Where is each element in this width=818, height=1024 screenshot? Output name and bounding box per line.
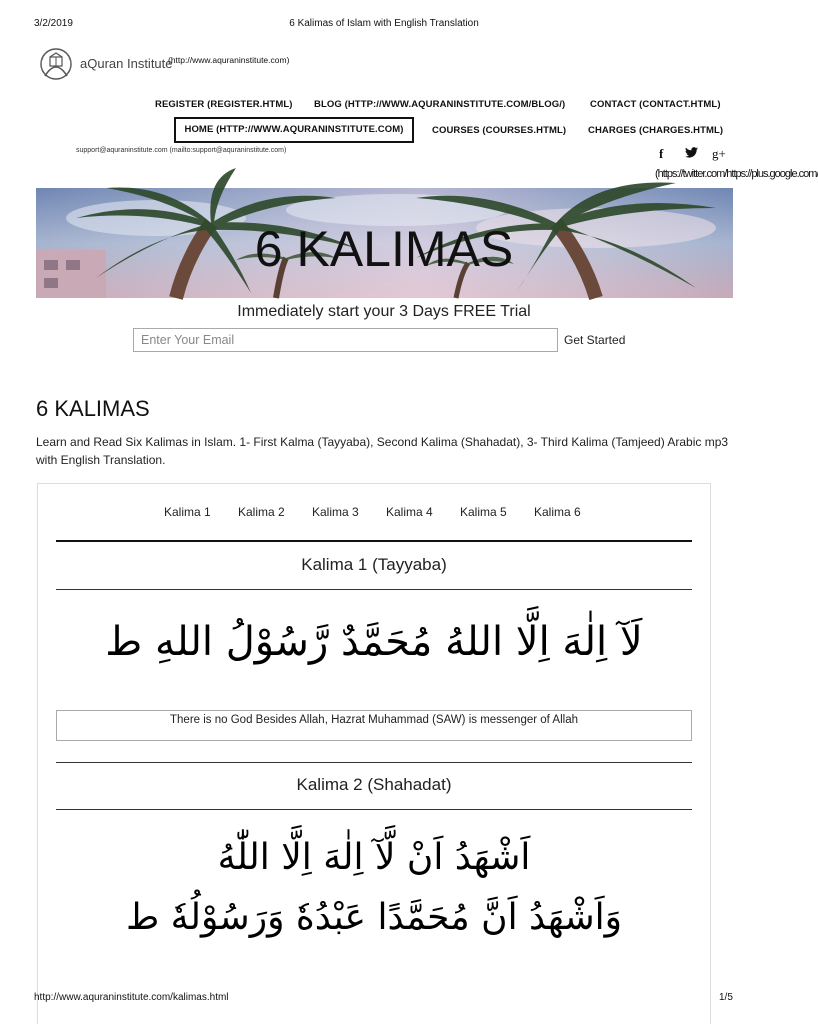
- page-title: 6 KALIMAS: [36, 396, 150, 421]
- kalima1-title: Kalima 1 (Tayyaba): [301, 555, 447, 574]
- divider: [56, 762, 692, 763]
- trial-text: Immediately start your 3 Days FREE Trial: [237, 303, 531, 320]
- nav-courses[interactable]: COURSES (COURSES.HTML): [432, 125, 567, 136]
- googleplus-icon[interactable]: g+: [712, 146, 726, 161]
- support-email-link[interactable]: support@aquraninstitute.com (mailto:support@aquraninstitute.com): [76, 147, 287, 154]
- kalima1-arabic: لَآ اِلٰهَ اِلَّا اللهُ مُحَمَّدٌ رَّسُوْلُ اللهِ ط: [105, 619, 643, 665]
- print-date: 3/2/2019: [34, 18, 73, 29]
- logo-link[interactable]: (http://www.aquraninstitute.com): [168, 55, 290, 65]
- kalima2-title: Kalima 2 (Shahadat): [296, 775, 452, 794]
- twitter-icon[interactable]: [685, 146, 698, 161]
- tab-kalima-2[interactable]: Kalima 2: [238, 505, 285, 519]
- logo[interactable]: [36, 46, 76, 82]
- tab-kalima-1[interactable]: Kalima 1: [164, 505, 211, 519]
- tab-kalima-5[interactable]: Kalima 5: [460, 505, 507, 519]
- nav-register[interactable]: REGISTER (REGISTER.HTML): [155, 99, 293, 110]
- kalima1-translation: There is no God Besides Allah, Hazrat Muhammad (SAW) is messenger of Allah: [56, 710, 692, 741]
- kalima2-arabic-line2: وَاَشْهَدُ اَنَّ مُحَمَّدًا عَبْدُهٗ وَرَسُوْلُهٗ ط: [125, 897, 623, 938]
- tab-kalima-6[interactable]: Kalima 6: [534, 505, 581, 519]
- hero-title: 6 KALIMAS: [254, 221, 514, 277]
- social-links-text[interactable]: (https://twitter.com/https://plus.google.com/: [655, 168, 818, 180]
- print-url: http://www.aquraninstitute.com/kalimas.html: [34, 992, 229, 1003]
- divider: [56, 589, 692, 590]
- divider: [56, 540, 692, 542]
- nav-charges[interactable]: CHARGES (CHARGES.HTML): [588, 125, 724, 136]
- logo-emblem-icon: [36, 46, 76, 82]
- nav-contact[interactable]: CONTACT (CONTACT.HTML): [590, 99, 721, 110]
- facebook-icon[interactable]: f: [659, 146, 664, 161]
- print-title: 6 Kalimas of Islam with English Translation: [289, 18, 479, 29]
- tab-kalima-3[interactable]: Kalima 3: [312, 505, 359, 519]
- print-page-number: 1/5: [719, 992, 733, 1003]
- tab-kalima-4[interactable]: Kalima 4: [386, 505, 433, 519]
- intro-text: Learn and Read Six Kalimas in Islam. 1- First Kalma (Tayyaba), Second Kalima (Shahadat), 3- Third Kalima (Tamjeed) Arabic mp3 with English Translation.: [36, 435, 729, 467]
- nav-home[interactable]: HOME (HTTP://WWW.AQURANINSTITUTE.COM): [174, 117, 414, 143]
- nav-blog[interactable]: BLOG (HTTP://WWW.AQURANINSTITUTE.COM/BLOG/): [314, 99, 566, 110]
- email-input[interactable]: [133, 328, 558, 352]
- logo-text[interactable]: aQuran Institute: [80, 56, 173, 71]
- get-started-button[interactable]: Get Started: [564, 333, 626, 347]
- divider: [56, 809, 692, 810]
- kalima2-arabic-line1: اَشْهَدُ اَنْ لَّآ اِلٰهَ اِلَّا اللّٰهُ: [217, 837, 531, 878]
